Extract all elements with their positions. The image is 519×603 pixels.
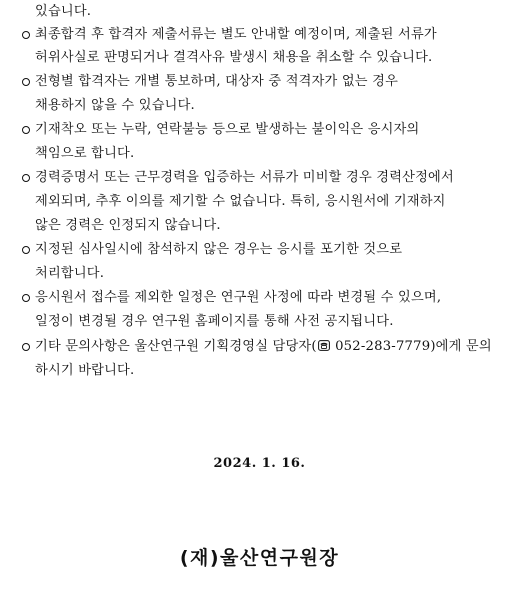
notice-item-text: 응시원서 접수를 제외한 일정은 연구원 사정에 따라 변경될 수 있으며, xyxy=(35,290,442,305)
circle-bullet-icon xyxy=(22,174,30,182)
circle-bullet-icon xyxy=(22,78,30,86)
notice-item-continuation: 않은 경력은 인정되지 않습니다. xyxy=(35,218,221,233)
contact-suffix-text: )에게 문의 xyxy=(430,339,492,354)
circle-bullet-icon xyxy=(22,126,30,134)
notice-item xyxy=(22,27,502,43)
notice-item xyxy=(22,122,502,138)
notice-item-continuation: 처리합니다. xyxy=(35,266,105,281)
notice-item-continuation: 허위사실로 판명되거나 결격사유 발생시 채용을 취소할 수 있습니다. xyxy=(35,50,433,65)
notice-item xyxy=(22,339,502,355)
notice-item xyxy=(22,74,502,90)
contact-phone-number: 052-283-7779 xyxy=(330,339,431,354)
issuer-signature: (재)울산연구원장 xyxy=(179,547,340,569)
circle-bullet-icon xyxy=(22,343,30,351)
notice-item-continuation: 하시기 바랍니다. xyxy=(35,363,135,378)
notice-item-continuation: 책임으로 합니다. xyxy=(35,146,135,161)
notice-item xyxy=(22,290,502,306)
notice-item-text: 지정된 심사일시에 참석하지 않은 경우는 응시를 포기한 것으로 xyxy=(35,242,403,257)
circle-bullet-icon xyxy=(22,246,30,254)
notice-item-text: 기재착오 또는 누락, 연락불능 등으로 발생하는 불이익은 응시자의 xyxy=(35,122,420,137)
notice-date: 2024. 1. 16. xyxy=(213,456,306,471)
circle-bullet-icon xyxy=(22,31,30,39)
notice-item-text: 전형별 합격자는 개별 통보하며, 대상자 중 적격자가 없는 경우 xyxy=(35,74,399,89)
notice-item-continuation: 채용하지 않을 수 있습니다. xyxy=(35,98,195,113)
notice-item xyxy=(22,242,502,258)
notice-item-text: 경력증명서 또는 근무경력을 입증하는 서류가 미비할 경우 경력산정에서 xyxy=(35,170,454,185)
notice-item-continuation: 일정이 변경될 경우 연구원 홈페이지를 통해 사전 공지됩니다. xyxy=(35,314,394,329)
circle-bullet-icon xyxy=(22,294,30,302)
notice-item xyxy=(22,170,502,186)
contact-prefix-text: 기타 문의사항은 울산연구원 기획경영실 담당자( xyxy=(35,339,317,354)
notice-item-text: 최종합격 후 합격자 제출서류는 별도 안내할 예정이며, 제출된 서류가 xyxy=(35,27,437,42)
notice-item-text xyxy=(35,339,492,355)
intro-tail-text: 있습니다. xyxy=(35,4,92,19)
telephone-icon xyxy=(318,340,330,351)
notice-item-continuation: 제외되며, 추후 이의를 제기할 수 없습니다. 특히, 응시원서에 기재하지 xyxy=(35,194,446,209)
